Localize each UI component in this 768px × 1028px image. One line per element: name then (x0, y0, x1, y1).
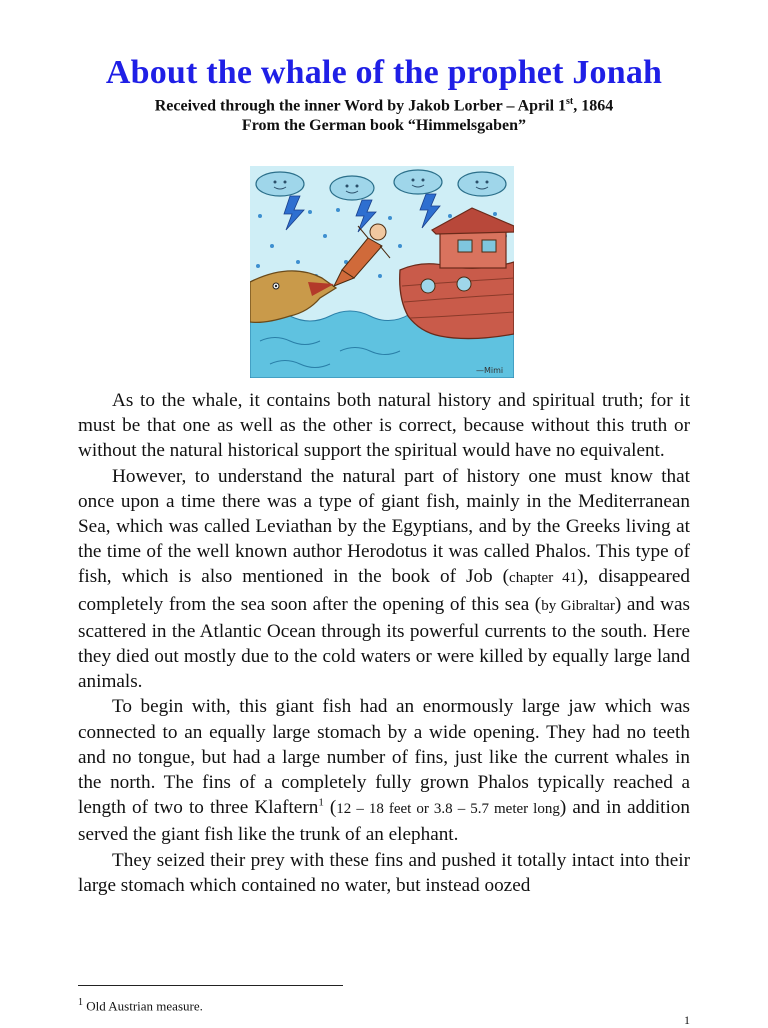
page-number: 1 (684, 1013, 690, 1027)
paragraph-text: ), disappeared completely from the sea soon after the opening of this sea ( (78, 566, 690, 615)
paragraph-text: ) and was scattered in the Atlantic Ocean through its powerful currents to the south. Here they died out mostly due to the cold waters or were killed by equally large land animals. (78, 593, 691, 693)
body-text (78, 388, 690, 898)
paragraph-text: ) and in addition served the giant fish like the trunk of an elephant. (78, 797, 690, 846)
location-note: by Gibraltar (541, 597, 615, 614)
chapter-reference: chapter 41 (509, 570, 578, 587)
footnote-text: Old Austrian measure. (86, 998, 203, 1014)
paragraph-text: To begin with, this giant fish had an enormously large jaw which was connected to an equally large stomach by a wide opening. They had no teeth and no tongue, but had a large number of fins, just like the current whales in the north. The fins of a completely fully grown Phalos typically reached a length of two to three Klaftern (78, 696, 690, 819)
footnote-divider (78, 985, 343, 986)
footnote-number: 1 (78, 997, 83, 1008)
paragraph: They seized their prey with these fins and pushed it totally intact into their large stomach which contained no water, but instead oozed (78, 849, 690, 896)
paragraph (78, 694, 690, 847)
page-title: About the whale of the prophet Jonah (105, 54, 663, 91)
author-line-text: Received through the inner Word by Jakob Lorber – April 1 (154, 97, 567, 115)
date-ordinal-suffix: st (566, 96, 574, 107)
paragraph: As to the whale, it contains both natural history and spiritual truth; for it must be that one as well as the other is correct, because without this truth or without the natural historical support the spiritual would have no equivalent. (78, 390, 690, 462)
paragraph (78, 464, 690, 695)
paragraph-text: However, to understand the natural part of history one must know that once upon a time there was a type of giant fish, mainly in the Mediterranean Sea, which was called Leviathan by the Egyptians, and by the Greeks living at the time of the well known author Herodotus it was called Phalos. This type of fish, which is also mentioned in the book of Job ( (78, 465, 690, 588)
measurement-note: 12 – 18 feet or 3.8 – 5.7 meter long (336, 801, 560, 818)
paragraph-text: ( (323, 797, 337, 819)
footnote (78, 997, 203, 1014)
footnote-reference[interactable]: 1 (318, 796, 324, 809)
source-line: From the German book “Himmelsgaben” (241, 117, 527, 134)
author-line-year: , 1864 (573, 97, 614, 115)
jonah-whale-illustration (250, 166, 514, 378)
author-line (0, 96, 768, 115)
illustration-signature: —Mimi (476, 366, 504, 375)
